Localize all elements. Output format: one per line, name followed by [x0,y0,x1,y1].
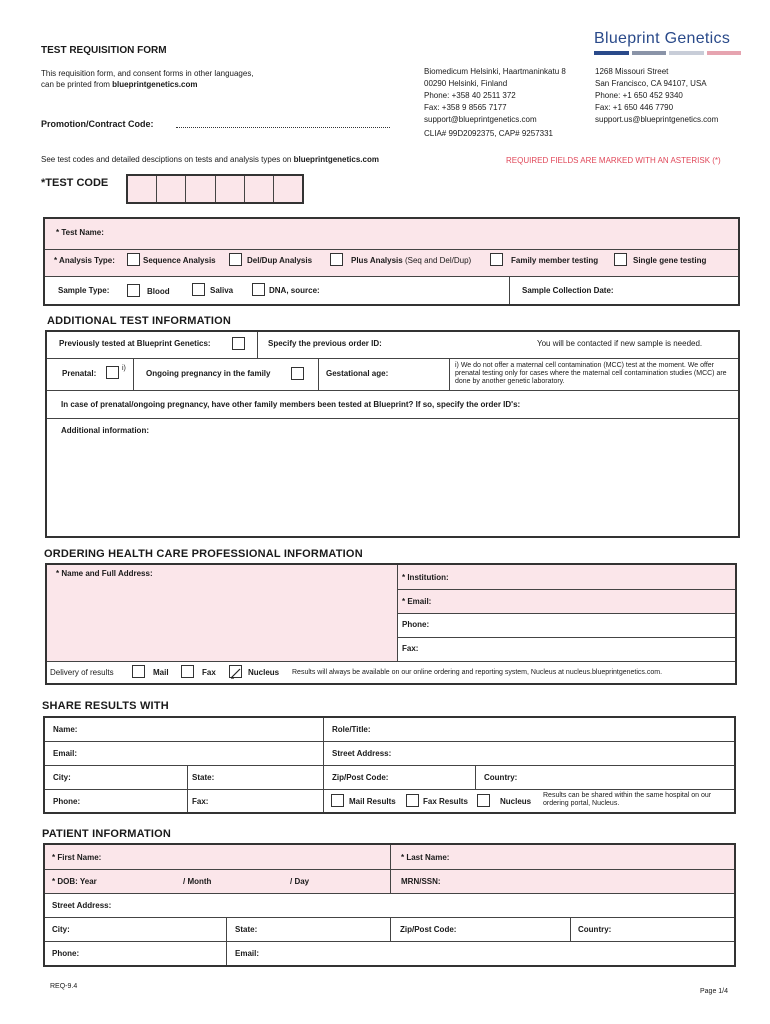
test-code-boxes[interactable] [126,174,304,204]
fax-results-label: Fax Results [423,797,468,806]
sample-type-label: Sample Type: [58,286,110,295]
share-nucleus-checkbox[interactable] [477,794,490,807]
share-fax-label: Fax: [192,797,209,806]
blood-checkbox[interactable] [127,284,140,297]
family-member-checkbox[interactable] [490,253,503,266]
patient-city-label: City: [52,925,70,934]
analysis-type-label: * Analysis Type: [54,256,115,265]
mail-results-label: Mail Results [349,797,396,806]
hcp-name-address-label: * Name and Full Address: [56,569,153,578]
share-country-label: Country: [484,773,518,782]
hcp-name-address-field[interactable] [47,565,397,661]
patient-street-label: Street Address: [52,901,112,910]
delivery-label: Delivery of results [50,668,114,677]
blood-label: Blood [147,287,170,296]
additional-info-title: ADDITIONAL TEST INFORMATION [47,315,232,327]
share-street-label: Street Address: [332,749,392,758]
website-link[interactable]: blueprintgenetics.com [112,80,198,89]
ongoing-pregnancy-checkbox[interactable] [291,367,304,380]
share-name-label: Name: [53,725,78,734]
gestational-age-label: Gestational age: [326,369,389,378]
patient-dob-year-label: * DOB: Year [52,877,97,886]
share-email-label: Email: [53,749,78,758]
hcp-section [45,563,737,685]
form-code: REQ-9.4 [50,983,78,990]
address-usa: 1268 Missouri Street San Francisco, CA 94107, USA Phone: +1 650 452 9340 Fax: +1 650 446 7790 support.us@blueprintgenetics.com [595,67,719,124]
share-role-label: Role/Title: [332,725,371,734]
sequence-analysis-checkbox[interactable] [127,253,140,266]
share-city-label: City: [53,773,71,782]
additional-information-field[interactable] [55,440,730,530]
single-gene-label: Single gene testing [633,256,707,265]
share-nucleus-note: Results can be shared within the same hospital on our ordering portal, Nucleus. [543,792,712,807]
sequence-analysis-label: Sequence Analysis [143,256,216,265]
delivery-mail-checkbox[interactable] [132,665,145,678]
prenatal-footnote-mark: i) [122,365,126,372]
patient-email-label: Email: [235,949,260,958]
delivery-nucleus-label: Nucleus [248,668,280,677]
hcp-title: ORDERING HEALTH CARE PROFESSIONAL INFORMATION [44,548,363,560]
prenatal-checkbox[interactable] [106,366,119,379]
delivery-fax-checkbox[interactable] [181,665,194,678]
share-state-label: State: [192,773,215,782]
promo-code-field[interactable] [176,127,390,128]
patient-title: PATIENT INFORMATION [42,828,172,840]
patient-dob-day-label: / Day [290,877,310,886]
test-name-label: * Test Name: [56,228,104,237]
family-tested-question: In case of prenatal/ongoing pregnancy, have other family members been tested at Blueprint? If so, specify the order ID's: [61,400,521,409]
address-finland: Biomedicum Helsinki, Haartmaninkatu 8 00290 Helsinki, Finland Phone: +358 40 2511 372 Fax: +358 9 8565 7177 support@blueprintgenetics.com CLIA# 99D2092375, CAP# 9257331 [424,67,566,138]
saliva-label: Saliva [210,286,234,295]
see-codes-text: See test codes and detailed desciptions on tests and analysis types on blueprintgenetics.com [41,155,379,164]
share-nucleus-label: Nucleus [500,797,532,806]
prenatal-label: Prenatal: [62,369,97,378]
patient-first-name-label: * First Name: [52,853,102,862]
share-zip-label: Zip/Post Code: [332,773,389,782]
previously-tested-checkbox[interactable] [232,337,245,350]
ongoing-pregnancy-label: Ongoing pregnancy in the family [146,369,271,378]
hcp-fax-label: Fax: [402,644,419,653]
logo-stripes [594,51,741,55]
previously-tested-label: Previously tested at Blueprint Genetics: [59,339,211,348]
patient-mrn-label: MRN/SSN: [401,877,441,886]
plus-analysis-label: Plus Analysis (Seq and Del/Dup) [351,256,472,265]
saliva-checkbox[interactable] [192,283,205,296]
plus-analysis-checkbox[interactable] [330,253,343,266]
patient-zip-label: Zip/Post Code: [400,925,457,934]
patient-country-label: Country: [578,925,612,934]
promo-label: Promotion/Contract Code: [41,119,154,129]
family-member-label: Family member testing [511,256,599,265]
dna-checkbox[interactable] [252,283,265,296]
deldup-analysis-checkbox[interactable] [229,253,242,266]
share-title: SHARE RESULTS WITH [42,700,169,712]
hcp-email-label: * Email: [402,597,432,606]
deldup-analysis-label: Del/Dup Analysis [247,256,313,265]
form-title: TEST REQUISITION FORM [41,45,167,56]
mcc-note: i) We do not offer a maternal cell contamination (MCC) test at the moment. We offer prenatal testing only for cases where the maternal cell contamination studies (MCC) are done by another genetic laboratory. [455,362,727,385]
sample-collection-date-label: Sample Collection Date: [522,286,614,295]
patient-state-label: State: [235,925,258,934]
intro-text: This requisition form, and consent forms in other languages, [41,69,254,78]
contact-note: You will be contacted if new sample is needed. [537,339,703,348]
fax-results-checkbox[interactable] [406,794,419,807]
patient-dob-month-label: / Month [183,877,212,886]
delivery-nucleus-checkbox[interactable] [229,665,242,678]
mail-results-checkbox[interactable] [331,794,344,807]
test-name-row[interactable] [45,219,738,249]
additional-information-label: Additional information: [61,426,149,435]
nucleus-note: Results will always be available on our online ordering and reporting system, Nucleus at nucleus.blueprintgenetics.com. [292,669,663,676]
hcp-phone-label: Phone: [402,620,430,629]
required-note: REQUIRED FIELDS ARE MARKED WITH AN ASTERISK (*) [506,156,721,165]
test-code-label: *TEST CODE [41,177,109,189]
logo: Blueprint Genetics [594,30,731,47]
checkmark-icon [230,668,241,679]
share-phone-label: Phone: [53,797,81,806]
intro-link-line: can be printed from blueprintgenetics.com [41,80,198,89]
dna-source-label: DNA, source: [269,286,320,295]
previous-order-label: Specify the previous order ID: [268,339,382,348]
single-gene-checkbox[interactable] [614,253,627,266]
patient-section [43,843,736,967]
patient-phone-label: Phone: [52,949,80,958]
delivery-fax-label: Fax [202,668,216,677]
page-number: Page 1/4 [700,988,729,995]
delivery-mail-label: Mail [153,668,169,677]
hcp-email-field[interactable] [398,590,735,613]
hcp-institution-label: * Institution: [402,573,449,582]
patient-last-name-label: * Last Name: [401,853,450,862]
